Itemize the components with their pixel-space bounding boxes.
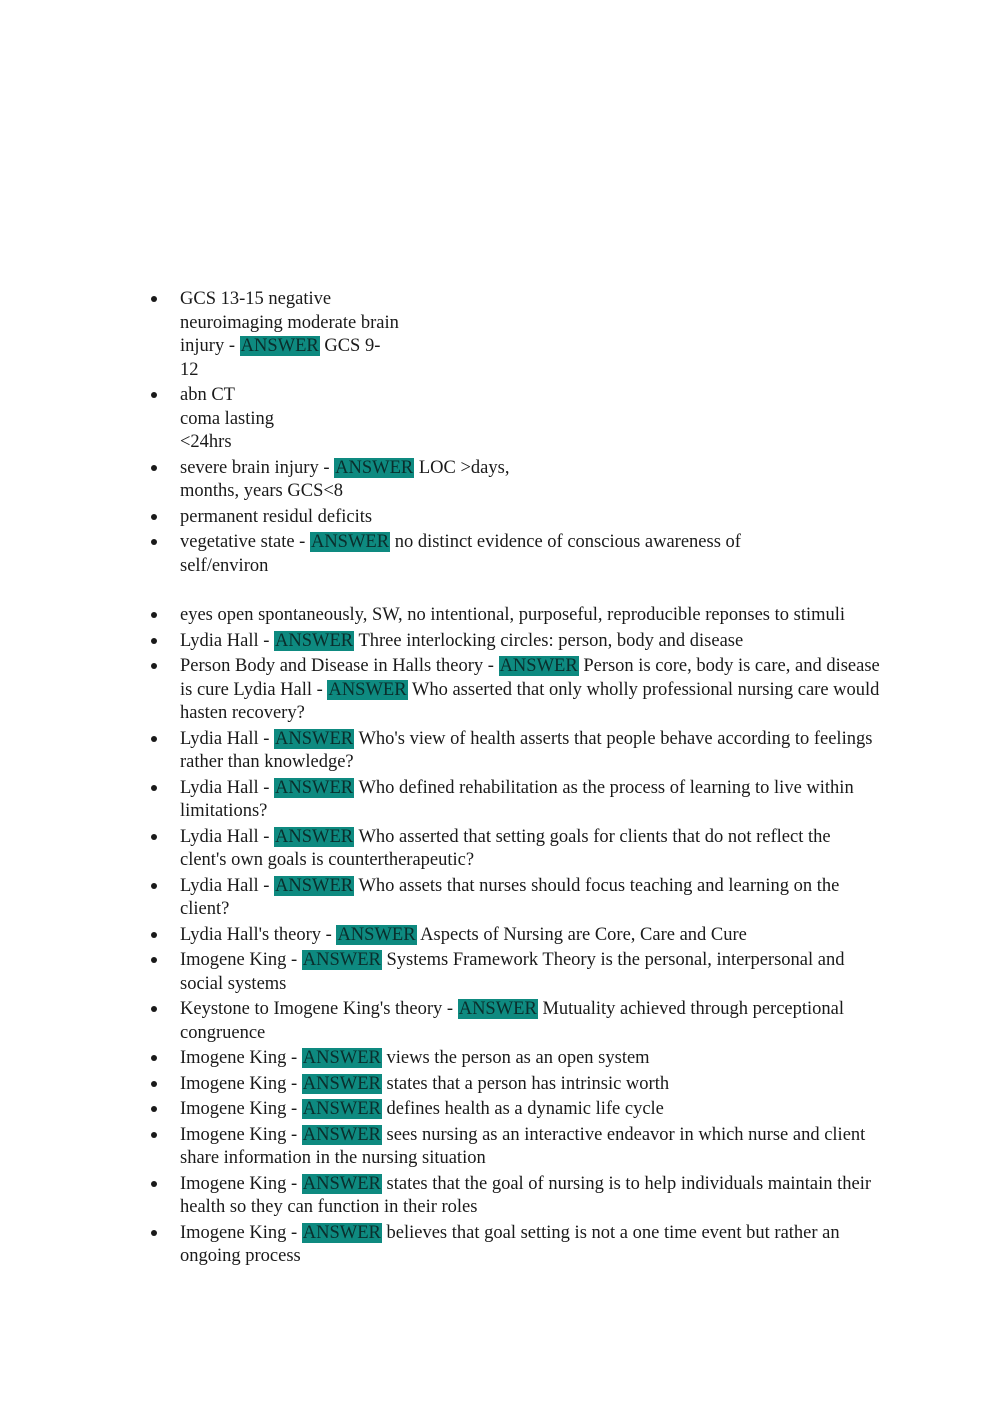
answer-highlight: ANSWER: [458, 999, 537, 1019]
answer-highlight: ANSWER: [240, 336, 319, 356]
answer-highlight: ANSWER: [302, 1099, 381, 1119]
list-item: Lydia Hall - ANSWER Who's view of health asserts that people behave according to feelings rather than knowledge?: [180, 728, 880, 775]
list-item: Person Body and Disease in Halls theory - ANSWER Person is core, body is care, and disease is cure Lydia Hall - ANSWER Who asserted that only wholly professional nursing care would hasten recovery?: [180, 655, 880, 726]
list-item: Imogene King - ANSWER Systems Framework Theory is the personal, interpersonal and social systems: [180, 949, 880, 996]
list-item: Lydia Hall - ANSWER Who asserted that setting goals for clients that do not reflect the clent's own goals is countertherapeutic?: [180, 826, 880, 873]
list-item: permanent residul deficits: [180, 506, 880, 530]
list-item: vegetative state - ANSWER no distinct evidence of conscious awareness of self/environ: [180, 531, 880, 578]
answer-highlight: ANSWER: [337, 924, 416, 945]
list-item: Imogene King - ANSWER believes that goal setting is not a one time event but rather an ongoing process: [180, 1222, 880, 1269]
answer-highlight: ANSWER: [302, 1073, 381, 1094]
answer-highlight: ANSWER: [302, 950, 381, 970]
flashcard-list: [180, 288, 880, 1271]
list-item: Keystone to Imogene King's theory - ANSWER Mutuality achieved through perceptional congruence: [180, 998, 880, 1045]
answer-highlight: ANSWER: [499, 656, 578, 676]
list-item: Imogene King - ANSWER states that the goal of nursing is to help individuals maintain their health so they can function in their roles: [180, 1173, 880, 1220]
answer-highlight: ANSWER: [275, 777, 354, 798]
list-item: Lydia Hall - ANSWER Who defined rehabilitation as the process of learning to live within limitations?: [180, 777, 880, 824]
answer-highlight: ANSWER: [302, 1222, 381, 1243]
list-item: Imogene King - ANSWER sees nursing as an interactive endeavor in which nurse and client share information in the nursing situation: [180, 1124, 880, 1171]
answer-highlight: ANSWER: [335, 457, 414, 478]
answer-highlight: ANSWER: [302, 1124, 381, 1145]
list-item: GCS 13-15 negative neuroimaging moderate brain injury - ANSWER GCS 9- 12: [180, 288, 880, 382]
answer-highlight: ANSWER: [302, 1048, 381, 1068]
list-item: Lydia Hall - ANSWER Three interlocking circles: person, body and disease: [180, 630, 880, 654]
list-item: abn CT coma lasting <24hrs: [180, 384, 880, 455]
answer-highlight: ANSWER: [275, 826, 354, 847]
answer-highlight: ANSWER: [328, 679, 407, 700]
answer-highlight: ANSWER: [310, 532, 390, 552]
list-item: Lydia Hall - ANSWER Who assets that nurses should focus teaching and learning on the client?: [180, 875, 880, 922]
answer-highlight: ANSWER: [275, 875, 354, 896]
list-item: eyes open spontaneously, SW, no intentional, purposeful, reproducible reponses to stimuli: [180, 604, 880, 628]
list-item: Lydia Hall's theory - ANSWER Aspects of Nursing are Core, Care and Cure: [180, 924, 880, 948]
answer-highlight: ANSWER: [302, 1173, 381, 1194]
answer-highlight: ANSWER: [275, 630, 354, 651]
list-item: severe brain injury - ANSWER LOC >days, months, years GCS<8: [180, 457, 880, 504]
answer-highlight: ANSWER: [275, 728, 354, 749]
list-item: Imogene King - ANSWER views the person as an open system: [180, 1047, 880, 1071]
list-item: Imogene King - ANSWER states that a person has intrinsic worth: [180, 1073, 880, 1097]
list-item: Imogene King - ANSWER defines health as a dynamic life cycle: [180, 1098, 880, 1122]
